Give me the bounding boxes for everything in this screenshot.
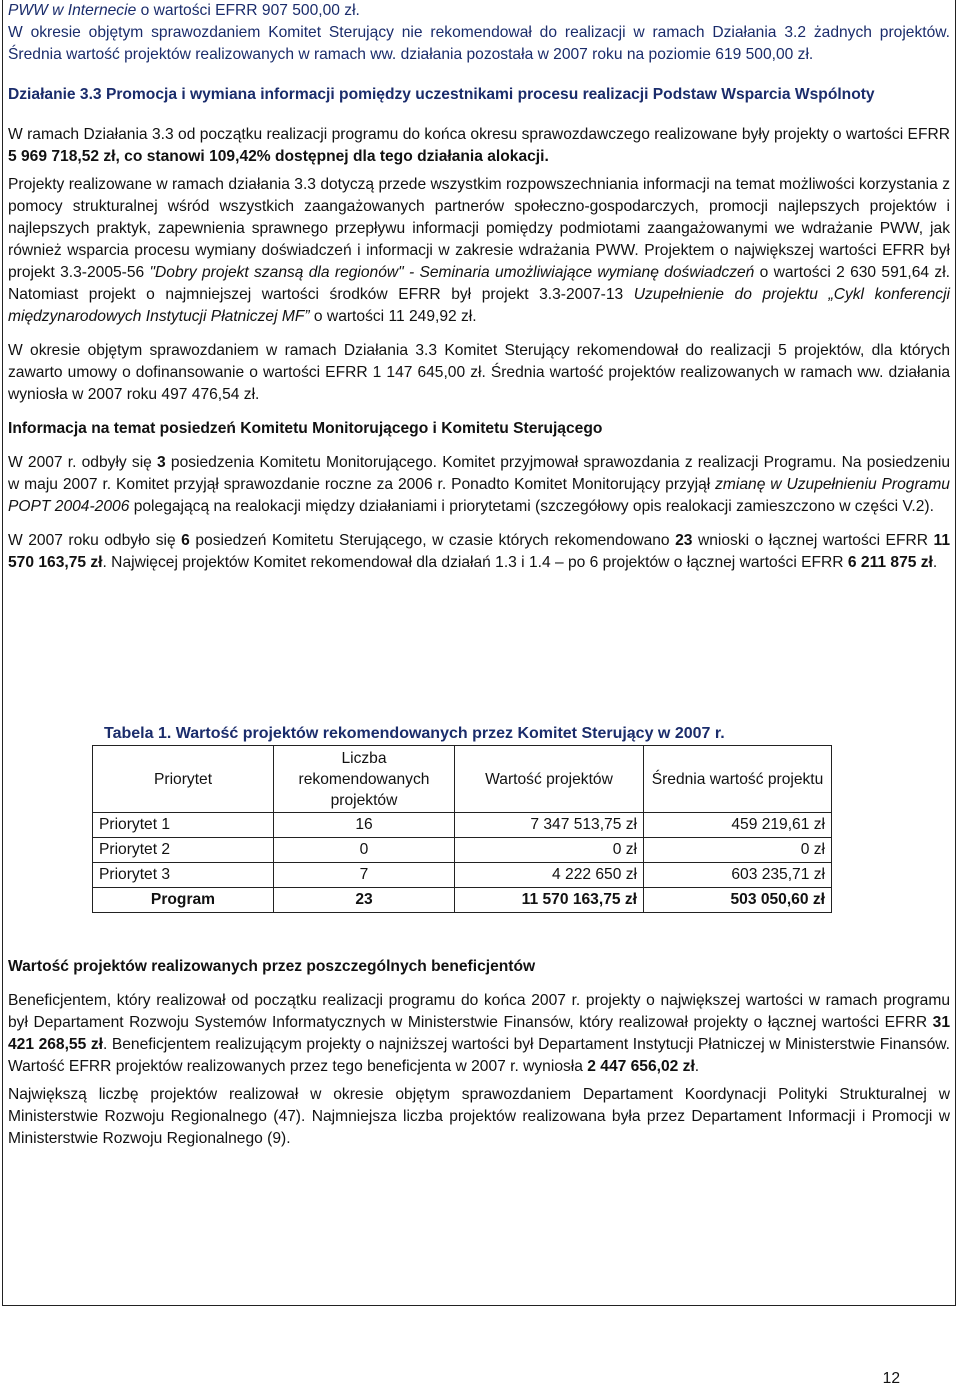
table-cell: 23 (274, 888, 455, 913)
intro-line (8, 0, 950, 22)
table-cell: Priorytet 1 (93, 813, 274, 838)
p1-text: W ramach Działania 3.3 od początku realizacji programu do końca okresu sprawozdawczego realizowane były projekty o wartości EFRR (8, 126, 950, 143)
intro-italic: PWW w Internecie (8, 2, 137, 19)
committee-heading: Informacja na temat posiedzeń Komitetu Monitorującego i Komitetu Sterującego (8, 420, 603, 437)
header-cell: Priorytet (93, 746, 274, 813)
table-row (93, 863, 832, 888)
p2-text-b: o wartości 2 630 591,64 zł. Natomiast projekt o najmniejszej wartości środków EFRR był projekt 3.3-2007-13 (8, 264, 950, 303)
table-cell: 0 zł (644, 838, 832, 863)
document-body (8, 0, 950, 574)
p2-text-c: o wartości 11 249,92 zł. (309, 308, 477, 325)
table-title: Tabela 1. Wartość projektów rekomendowanych przez Komitet Sterujący w 2007 r. (104, 725, 725, 742)
table-cell: 4 222 650 zł (455, 863, 644, 888)
p2-italic-2: Uzupełnienie do projektu „Cykl konferencji międzynarodowych Instytucji Płatniczej MF” (8, 286, 951, 325)
c2-e: wnioski o łącznej wartości EFRR (692, 532, 934, 549)
c2-c: posiedzeń Komitetu Sterującego, w czasie których rekomendowano (189, 532, 676, 549)
p2-text-a: Projekty realizowane w ramach działania 3.3 dotyczą przede wszystkim rozpowszechniania informacji na temat możliwości korzystania z pomocy strukturalnej wśród wszystkich zaangażowanych partnerów społeczno-gospodarczych, promocji najlepszych projektów i najlepszych praktyk, zapewnienia sprawnego przepływu informacji pomiędzy podmiotami zaangażowanymi we wdrażanie PWW, jak również wsparcia procesu wymiany doświadczeń i informacji w zakresie wdrażania PWW. Projektem o największej wartości EFRR był projekt 3.3-2005-56 (8, 176, 950, 281)
beneficiaries-paragraph-1 (8, 990, 950, 1078)
c1-d: polegającą na realokacji między działaniami i priorytetami (szczegółowy opis realokacji zamieszczono w części V.2). (129, 498, 934, 515)
b1-b: 31 421 268,55 zł (8, 1014, 950, 1053)
table-row (93, 838, 832, 863)
c1-a: W 2007 r. odbyły się (8, 454, 158, 471)
beneficiaries-paragraph-2: Największą liczbę projektów realizował w okresie objętym sprawozdaniem Departament Koordynacji Polityki Strukturalnej w Ministerstwie Rozwoju Regionalnego (47). Najmniejsza liczba projektów realizowana była przez Departament Informacji i Promocji w Ministerstwie Rozwoju Regionalnego (9). (8, 1086, 950, 1147)
projects-table (92, 745, 832, 913)
intro-rest: o wartości EFRR 907 500,00 zł. (136, 2, 360, 19)
c2-h: 6 211 875 zł (847, 554, 933, 571)
table-cell: 603 235,71 zł (644, 863, 832, 888)
committee-paragraph-2 (8, 530, 950, 574)
p1-bold: 5 969 718,52 zł, co stanowi 109,42% dostępnej dla tego działania alokacji. (8, 148, 549, 165)
table-total-row (93, 888, 832, 913)
c1-italic: zmianę w Uzupełnieniu Programu POPT 2004-2006 (8, 476, 950, 515)
table-cell: 503 050,60 zł (644, 888, 832, 913)
header-cell: Liczba rekomendowanych projektów (274, 746, 455, 813)
b1-e: . (694, 1058, 700, 1075)
b1-a: Beneficjentem, który realizował od początku realizacji programu do końca 2007 r. projekty o największej wartości w ramach programu był Departament Rozwoju Systemów Informatycznych w Ministerstwie Finansów, który realizował projekty o łącznej wartości EFRR (8, 992, 950, 1031)
table-cell: 16 (274, 813, 455, 838)
table-cell: Priorytet 3 (93, 863, 274, 888)
b1-c: . Beneficjentem realizującym projekty o najniższej wartości był Departament Instytucji Płatniczej w Ministerstwie Finansów. Wartość EFRR projektów realizowanych przez tego beneficjenta w 2007 r. wyniosła (8, 1036, 950, 1075)
table-cell: 0 zł (455, 838, 644, 863)
beneficiaries-heading: Wartość projektów realizowanych przez poszczególnych beneficjentów (8, 958, 536, 975)
beneficiaries-section (8, 956, 950, 1150)
c1-c: posiedzenia Komitetu Monitorującego. Komitet przyjmował sprawozdania z realizacji Programu. Na posiedzeniu w maju 2007 r. Komitet przyjął sprawozdanie roczne za 2006 r. Ponadto Komitet Monitorujący przyjął (8, 454, 950, 493)
section-paragraph-3: W okresie objętym sprawozdaniem w ramach Działania 3.3 Komitet Sterujący rekomendował do realizacji 5 projektów, dla których zawarto umowy o dofinansowanie o wartości EFRR 1 147 645,00 zł. Średnia wartość projektów realizowanych w ramach ww. działania wyniosła w 2007 roku 497 476,54 zł. (8, 342, 950, 403)
c1-b: 3 (157, 454, 166, 471)
c2-f: 11 570 163,75 zł (8, 532, 950, 571)
c2-g: . Najwięcej projektów Komitet rekomendował dla działań 1.3 i 1.4 – po 6 projektów o łącznej wartości EFRR (102, 554, 848, 571)
section-paragraph-2 (8, 174, 950, 328)
intro-paragraph: W okresie objętym sprawozdaniem Komitet Sterujący nie rekomendował do realizacji w ramach Działania 3.2 żadnych projektów. Średnia wartość projektów realizowanych w ramach ww. działania pozostała w 2007 roku na poziomie 619 500,00 zł. (8, 24, 950, 63)
table-cell: Program (93, 888, 274, 913)
c2-d: 23 (675, 532, 693, 549)
page-number: 12 (882, 1370, 900, 1387)
committee-paragraph-1 (8, 452, 950, 518)
section-paragraph-1 (8, 124, 950, 168)
table-cell: 459 219,61 zł (644, 813, 832, 838)
section-heading: Działanie 3.3 Promocja i wymiana informacji pomiędzy uczestnikami procesu realizacji Podstaw Wsparcia Wspólnoty (8, 86, 875, 103)
table-cell: Priorytet 2 (93, 838, 274, 863)
header-cell: Średnia wartość projektu (644, 746, 832, 813)
table-cell: 7 (274, 863, 455, 888)
c2-i: . (932, 554, 938, 571)
c2-b: 6 (181, 532, 190, 549)
table-header-row (93, 746, 832, 813)
c2-a: W 2007 roku odbyło się (8, 532, 182, 549)
table-cell: 11 570 163,75 zł (455, 888, 644, 913)
table-row (93, 813, 832, 838)
header-cell: Wartość projektów (455, 746, 644, 813)
table-cell: 7 347 513,75 zł (455, 813, 644, 838)
p2-italic-1: "Dobry projekt szansą dla regionów" - Seminaria umożliwiające wymianę doświadczeń (149, 264, 755, 281)
b1-d: 2 447 656,02 zł (587, 1058, 695, 1075)
table-cell: 0 (274, 838, 455, 863)
